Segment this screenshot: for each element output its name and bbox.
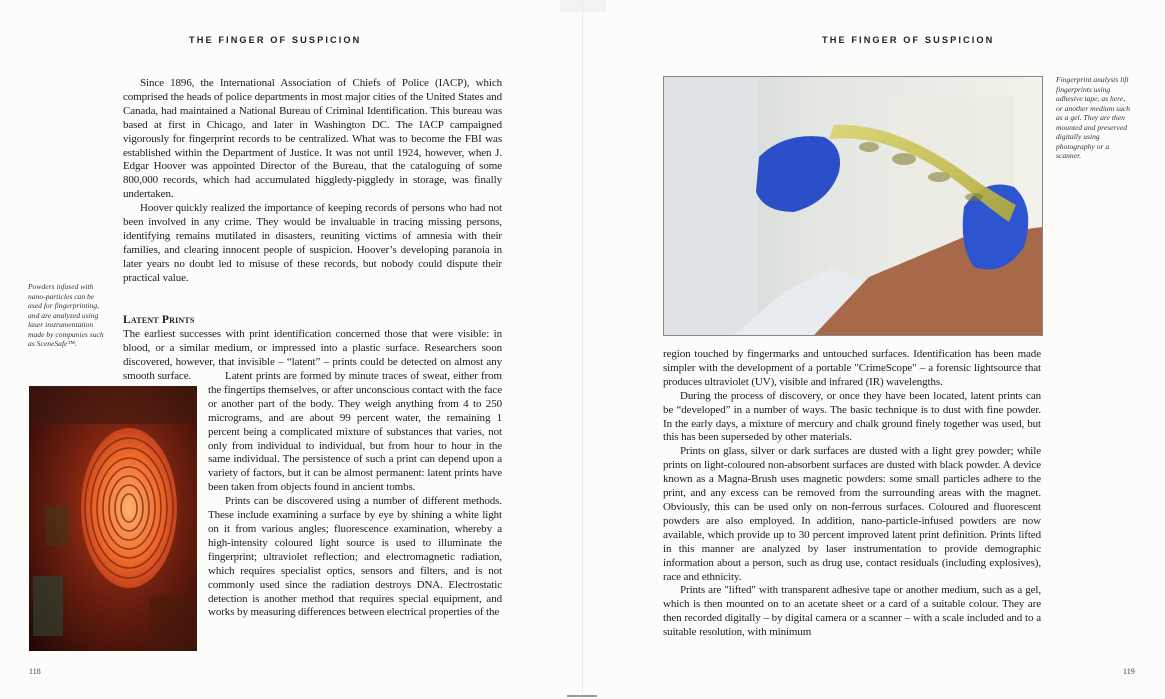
page-tab [560,0,606,12]
lab-photo-image [664,77,1042,335]
paragraph: Since 1896, the International Association of Chiefs of Police (IACP), which comprised the heads of police departments in most major cities of the United States and Canada, had maintained a National Bureau of Criminal Identification. This bureau was based at first in Chicago, and later in Washington DC. The IACP campaigned vigorously for fingerprint records to be centralized. What was to become the FBI was established within the Department of Justice. It was not until 1924, however, when J. Edgar Hoover was appointed Director of the Bureau, that the cataloguing of some 800,000 records, which had accumulated higgledy-piggledy in storage, was finally undertaken. [123,77,502,201]
page-number-right: 119 [1123,667,1135,676]
paragraph: Latent prints are formed by minute traces of sweat, either from the fingertips themselves, or after unconscious contact with the face or another part of the body. They weigh anything from 4 to 250 micrograms, and are about 99 percent water, the remaining 1 percent being a complicated mixture of substances that varies, not only from individual to individual, but from hour to hour in the same individual. The persistence of such a print can depend upon a variety of factors, but it can be almost permanent: latent prints have been taken from objects found in ancient tombs. [208,370,502,494]
gutter [582,0,583,699]
left-intro-text [123,77,502,286]
paragraph: Prints can be discovered using a number of different methods. These include examining a surface by eye by shining a white light on it from various angles; fluorescence examination, whereby a high-intensity coloured light source is used to illuminate the fingerprint; ultraviolet reflection; and electromagnetic radiation, which requires specialist optics, sensors and filters, and is not commonly used since the radiation destroys DNA. Electrostatic detection is another method that requires special equipment, and works by measuring differences between electrical properties of the [208,495,502,619]
gloved-hands-lifting-print-photo [663,76,1043,336]
paragraph: region touched by fingermarks and untouched surfaces. Identification has been made simpler with the development of a portable "CrimeScope" – a forensic lightsource that produces ultraviolet (UV), visible and infrared (IR) wavelengths. [663,348,1041,388]
right-body-text [663,348,1041,640]
paragraph: Prints are "lifted" with transparent adhesive tape or another medium, such as a gel, which is then mounted on to an acetate sheet or a card of a suitable colour. They are then recorded digitally – by digital camera or a scanner – with a scale included and to a suitable resolution, with minimum [663,584,1041,639]
running-head-right: THE FINGER OF SUSPICION [822,35,995,45]
glowing-fingerprint-photo [29,386,197,651]
page-number-left: 118 [29,667,41,676]
paragraph: During the process of discovery, or once they have been located, latent prints can be “developed” in a number of ways. The basic technique is to dust with fine powder. In the early days, a mixture of mercury and chalk ground finely together was used, but this has been superseded by other materials. [663,389,1041,444]
section-heading: Latent Prints [123,314,195,326]
fingerprint-image [29,386,197,651]
paragraph: The earliest successes with print identification concerned those that were visible: in blood, or a similar medium, or impressed into a plastic surface. Researchers soon discovered, however, that invisible – “latent” – prints could be detected on almost any smooth surface. [123,328,502,382]
caption-right: Fingerprint analysts lift fingerprints using adhesive tape, as here, or another medium such as a gel. They are then mounted and preserved digitally using photography or a scanner. [1056,75,1131,160]
page-edge-marker [567,695,597,697]
paragraph: Hoover quickly realized the importance of keeping records of persons who had not been involved in any crime. They would be invaluable in tracing missing persons, identifying remains mutilated in disasters, reuniting victims of amnesia with their families, and clearing innocent people of suspicion. Hoover’s developing paranoia in later years no doubt led to misuse of these records, but nobody could dispute their practical value. [123,202,502,284]
paragraph: Prints on glass, silver or dark surfaces are dusted with a light grey powder; while prints on light-coloured non-absorbent surfaces are dusted with black powder. A device known as a Magna-Brush uses magnetic powders: some small particles adhere to the print, and any excess can be removed from the surrounding areas with the magnet. Obviously, this can be used only on non-ferrous surfaces. Coloured and fluorescent powders are also employed. In addition, nano-particle-infused powders are now available, which provide up to 30 percent improved latent print definition. Prints lifted in this manner are analyzed by laser instrumentation to provide demographic information about a person, such as drug use, contact residuals (including explosives), race and ethnicity. [663,445,1041,583]
left-narrow-text [208,370,502,620]
running-head-left: THE FINGER OF SUSPICION [189,35,362,45]
caption-left: Powders infused with nano-particles can be used for fingerprinting, and are analyzed using laser instrumentation made by companies such as SceneSafe™. [28,282,104,348]
